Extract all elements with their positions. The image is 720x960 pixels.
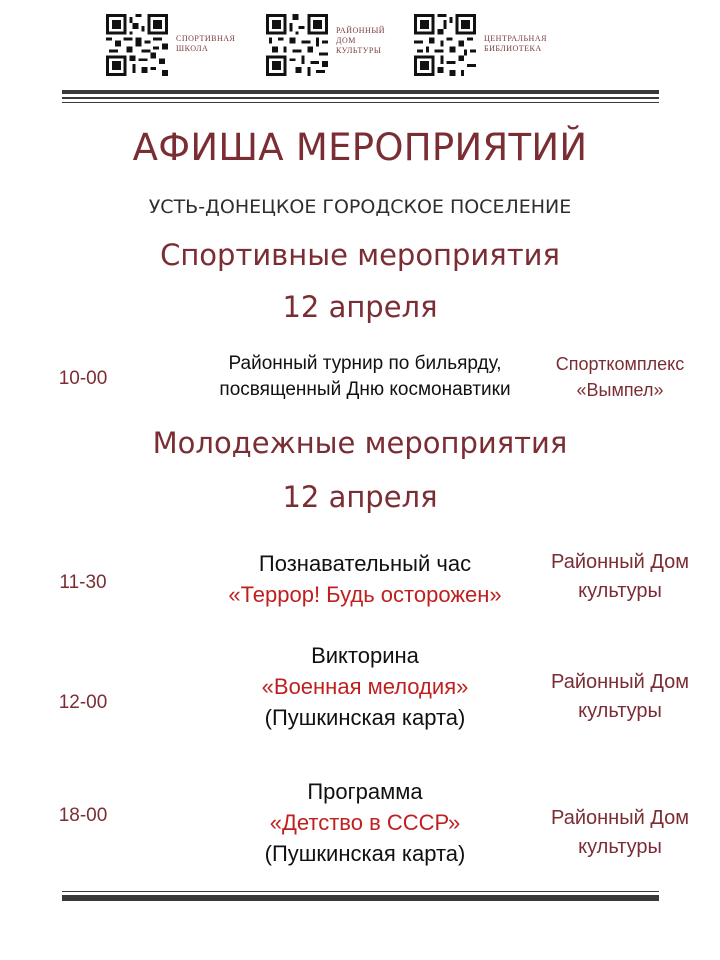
section-date: 12 апреля	[282, 480, 438, 514]
qr-label-sport-school	[176, 34, 235, 54]
page-title: АФИША МЕРОПРИЯТИЙ	[132, 126, 588, 169]
event-place	[540, 668, 700, 726]
qr-label-line: КУЛЬТУРЫ	[336, 46, 382, 55]
event-time: 10-00	[58, 368, 108, 389]
event-line: посвященный Дню космонавтики	[219, 379, 511, 400]
place-line: Спорткомплекс	[555, 354, 685, 374]
place-line: Районный Дом	[551, 671, 689, 693]
event-place	[540, 548, 700, 606]
qr-label-line: ШКОЛА	[176, 44, 209, 53]
section-heading-sport: Спортивные мероприятия	[160, 238, 560, 272]
event-time: 11-30	[59, 572, 107, 593]
qr-code-icon[interactable]	[266, 14, 328, 76]
event-description	[170, 640, 560, 733]
section-date: 12 апреля	[282, 290, 438, 324]
place-line: Районный Дом	[551, 807, 689, 829]
event-place	[540, 351, 700, 403]
qr-code-row	[0, 14, 720, 78]
event-description	[170, 351, 560, 403]
place-line: культуры	[578, 580, 662, 602]
event-note: (Пушкинская карта)	[264, 705, 466, 730]
page-subtitle: УСТЬ-ДОНЕЦКОЕ ГОРОДСКОЕ ПОСЕЛЕНИЕ	[148, 196, 572, 218]
qr-label-culture-house	[336, 26, 385, 56]
qr-label-line: ЦЕНТРАЛЬНАЯ	[484, 34, 547, 43]
event-place	[540, 804, 700, 862]
qr-label-line: БИБЛИОТЕКА	[484, 44, 542, 53]
event-time: 18-00	[58, 805, 108, 826]
event-description	[170, 548, 560, 610]
event-highlight: «Террор! Будь осторожен»	[228, 582, 502, 607]
qr-label-line: СПОРТИВНАЯ	[176, 34, 236, 43]
place-line: Районный Дом	[551, 551, 689, 573]
bottom-divider	[62, 888, 659, 901]
qr-code-icon[interactable]	[106, 14, 168, 76]
place-line: культуры	[578, 700, 662, 722]
qr-label-line: ДОМ	[336, 36, 356, 45]
place-line: культуры	[578, 836, 662, 858]
qr-code-icon[interactable]	[414, 14, 476, 76]
event-line: Районный турнир по бильярду,	[228, 353, 502, 374]
event-highlight: «Детство в СССР»	[269, 810, 461, 835]
qr-label-line: РАЙОННЫЙ	[336, 26, 386, 35]
top-divider	[62, 90, 659, 103]
section-heading-youth: Молодежные мероприятия	[152, 426, 568, 460]
event-line: Программа	[307, 779, 423, 804]
event-highlight: «Военная мелодия»	[261, 674, 469, 699]
event-line: Викторина	[311, 643, 419, 668]
event-time: 12-00	[58, 692, 108, 713]
event-description	[170, 776, 560, 869]
place-line: «Вымпел»	[576, 380, 664, 400]
qr-label-central-library	[484, 34, 547, 54]
event-note: (Пушкинская карта)	[264, 841, 466, 866]
event-line: Познавательный час	[258, 551, 472, 576]
